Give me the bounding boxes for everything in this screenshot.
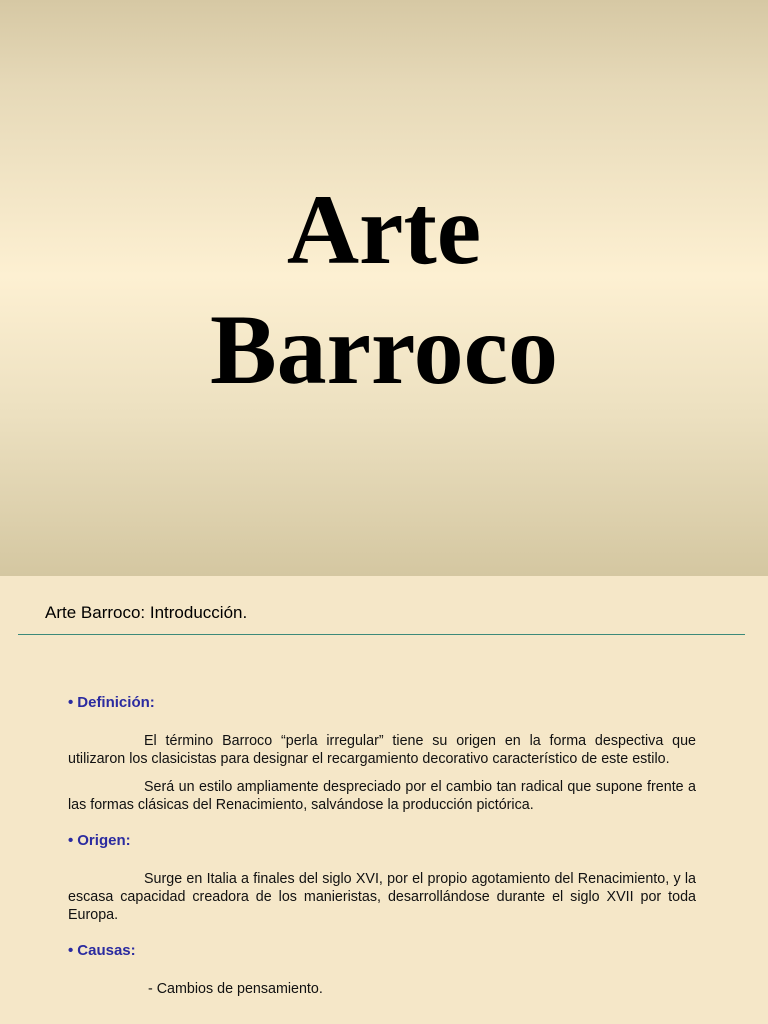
section-heading-label: Causas: xyxy=(77,942,136,959)
content-slide xyxy=(0,576,768,1024)
slide-title-line2: Barroco xyxy=(209,294,559,405)
section-heading-label: Definición: xyxy=(77,694,155,711)
bullet-icon: • xyxy=(68,942,74,959)
bullet-icon: • xyxy=(68,832,74,849)
slide-header: Arte Barroco: Introducción. xyxy=(45,603,248,622)
section-heading-causas xyxy=(68,942,696,960)
header-divider xyxy=(18,634,745,635)
slide-title-line1: Arte xyxy=(286,174,482,285)
list-item: - Cambios de pensamiento. xyxy=(148,981,323,997)
slide-content xyxy=(68,694,696,998)
paragraph: Será un estilo ampliamente despreciado por el cambio tan radical que supone frente a las formas clásicas del Renacimiento, salvándose la producción pictórica. xyxy=(68,779,696,813)
section-heading-origen xyxy=(68,832,696,850)
paragraph: Surge en Italia a finales del siglo XVI, por el propio agotamiento del Renacimiento, y la escasa capacidad creadora de los manieristas, desarrollándose durante el siglo XVII por toda Europa. xyxy=(68,871,696,923)
bullet-icon: • xyxy=(68,694,74,711)
section-heading-definicion xyxy=(68,694,696,712)
section-heading-label: Origen: xyxy=(77,832,131,849)
paragraph: El término Barroco “perla irregular” tiene su origen en la forma despectiva que utilizaron los clasicistas para designar el recargamiento decorativo característico de este estilo. xyxy=(68,733,696,767)
slide-title xyxy=(0,170,768,410)
